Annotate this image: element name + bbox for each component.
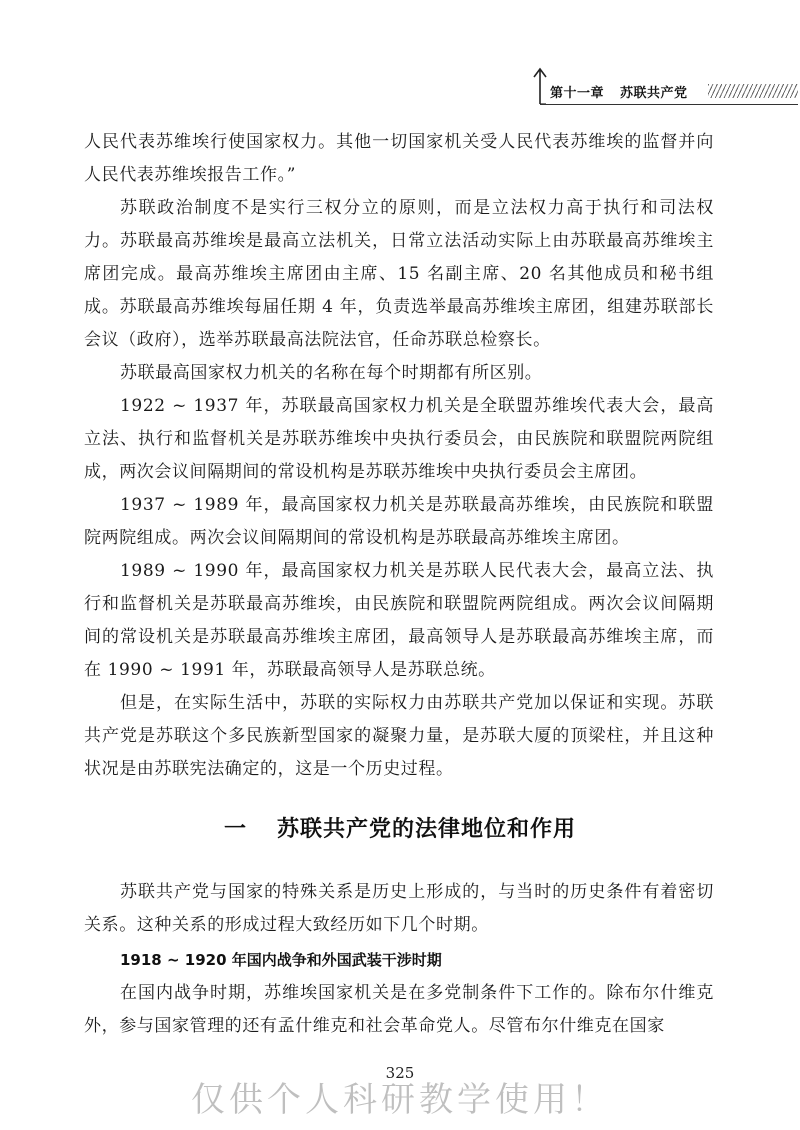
header-hatch-decoration bbox=[708, 84, 798, 98]
subheading: 1918 ~ 1920 年国内战争和外国武装干涉时期 bbox=[120, 951, 442, 969]
header-title bbox=[550, 82, 688, 101]
body-text-bottom bbox=[84, 876, 714, 1043]
page-number: 325 bbox=[385, 1064, 415, 1082]
header-chapter: 第十一章 bbox=[550, 86, 605, 101]
paragraph: 1937 ~ 1989 年，最高国家权力机关是苏联最高苏维埃，由民族院和联盟院两院组成。两次会议间隔期间的常设机构是苏联最高苏维埃主席团。 bbox=[84, 495, 714, 548]
header-rule bbox=[540, 104, 798, 105]
paragraph: 1922 ~ 1937 年，苏联最高国家权力机关是全联盟苏维埃代表大会，最高立法、执行和监督机关是苏联苏维埃中央执行委员会，由民族院和联盟院两院组成，两次会议间隔期间的常设机构是苏联苏维埃中央执行委员会主席团。 bbox=[84, 396, 714, 482]
arrow-up-icon bbox=[528, 66, 552, 106]
header-chapter-title: 苏联共产党 bbox=[620, 86, 688, 101]
watermark: 仅供个人科研教学使用！ bbox=[191, 1080, 609, 1120]
paragraph-continued: 人民代表苏维埃行使国家权力。其他一切国家机关受人民代表苏维埃的监督并向人民代表苏维埃报告工作。” bbox=[84, 132, 714, 185]
section-number: 一 bbox=[223, 816, 247, 842]
paragraph: 苏联政治制度不是实行三权分立的原则，而是立法权力高于执行和司法权力。苏联最高苏维埃是最高立法机关，日常立法活动实际上由苏联最高苏维埃主席团完成。最高苏维埃主席团由主席、15 名副主席、20 名其他成员和秘书组成。苏联最高苏维埃每届任期 4 年，负责选举最高苏维埃主席团，组建苏联部长会议（政府），选举苏联最高法院法官，任命苏联总检察长。 bbox=[84, 198, 714, 350]
paragraph: 在国内战争时期，苏维埃国家机关是在多党制条件下工作的。除布尔什维克外，参与国家管理的还有孟什维克和社会革命党人。尽管布尔什维克在国家 bbox=[84, 983, 714, 1036]
section-title: 苏联共产党的法律地位和作用 bbox=[277, 816, 577, 842]
section-heading bbox=[0, 812, 800, 843]
paragraph: 但是，在实际生活中，苏联的实际权力由苏联共产党加以保证和实现。苏联共产党是苏联这个多民族新型国家的凝聚力量，是苏联大厦的顶梁柱，并且这种状况是由苏联宪法确定的，这是一个历史过程。 bbox=[84, 693, 714, 779]
body-text-top bbox=[84, 126, 714, 786]
running-header bbox=[528, 66, 778, 106]
paragraph: 苏联最高国家权力机关的名称在每个时期都有所区别。 bbox=[120, 363, 543, 383]
paragraph: 1989 ~ 1990 年，最高国家权力机关是苏联人民代表大会，最高立法、执行和监督机关是苏联最高苏维埃，由民族院和联盟院两院组成。两次会议间隔期间的常设机关是苏联最高苏维埃主席团，最高领导人是苏联最高苏维埃主席，而在 1990 ~ 1991 年，苏联最高领导人是苏联总统。 bbox=[84, 561, 714, 680]
paragraph: 苏联共产党与国家的特殊关系是历史上形成的，与当时的历史条件有着密切关系。这种关系的形成过程大致经历如下几个时期。 bbox=[84, 882, 714, 935]
